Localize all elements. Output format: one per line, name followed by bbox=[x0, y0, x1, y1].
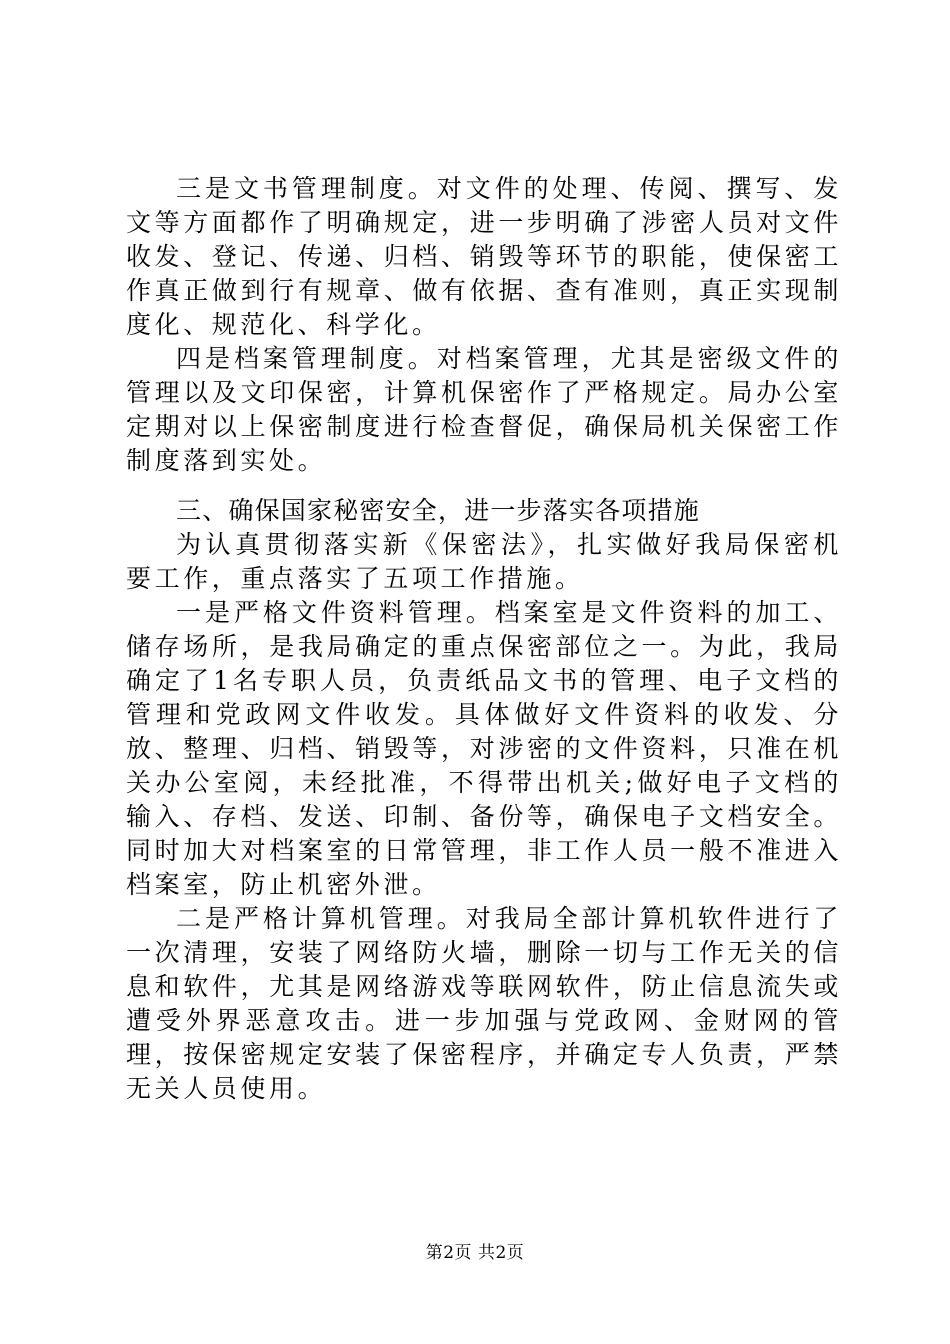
paragraph-records-management: 三是文书管理制度。对文件的处理、传阅、撰写、发文等方面都作了明确规定，进一步明确了涉密人员对文件收发、登记、传递、归档、销毁等环节的职能，使保密工作真正做到行有规章、做有依据、查有准则，真正实现制度化、规范化、科学化。 bbox=[126, 174, 842, 339]
paragraph-archive-management: 四是档案管理制度。对档案管理，尤其是密级文件的管理以及文印保密，计算机保密作了严格规定。局办公室定期对以上保密制度进行检查督促，确保局机关保密工作制度落到实处。 bbox=[126, 344, 842, 475]
page-number-footer: 第2页 共2页 bbox=[425, 1243, 525, 1263]
document-body bbox=[126, 172, 842, 1106]
paragraph-computer-management: 二是严格计算机管理。对我局全部计算机软件进行了一次清理，安装了网络防火墙，删除一切与工作无关的信息和软件，尤其是网络游戏等联网软件，防止信息流失或遭受外界恶意攻击。进一步加强与党政网、金财网的管理，按保密规定安装了保密程序，并确定专人负责，严禁无关人员使用。 bbox=[126, 904, 842, 1103]
paragraph-file-management: 一是严格文件资料管理。档案室是文件资料的加工、储存场所，是我局确定的重点保密部位之一。为此，我局确定了1名专职人员，负责纸品文书的管理、电子文档的管理和党政网文件收发。具体做好文件资料的收发、分放、整理、归档、销毁等，对涉密的文件资料，只准在机关办公室阅，未经批准，不得带出机关;做好电子文档的输入、存档、发送、印制、备份等，确保电子文档安全。同时加大对档案室的日常管理，非工作人员一般不准进入档案室，防止机密外泄。 bbox=[126, 598, 842, 899]
paragraph-section-intro: 为认真贯彻落实新《保密法》，扎实做好我局保密机要工作，重点落实了五项工作措施。 bbox=[126, 530, 842, 593]
section-heading: 三、确保国家秘密安全，进一步落实各项措施 bbox=[176, 496, 701, 525]
